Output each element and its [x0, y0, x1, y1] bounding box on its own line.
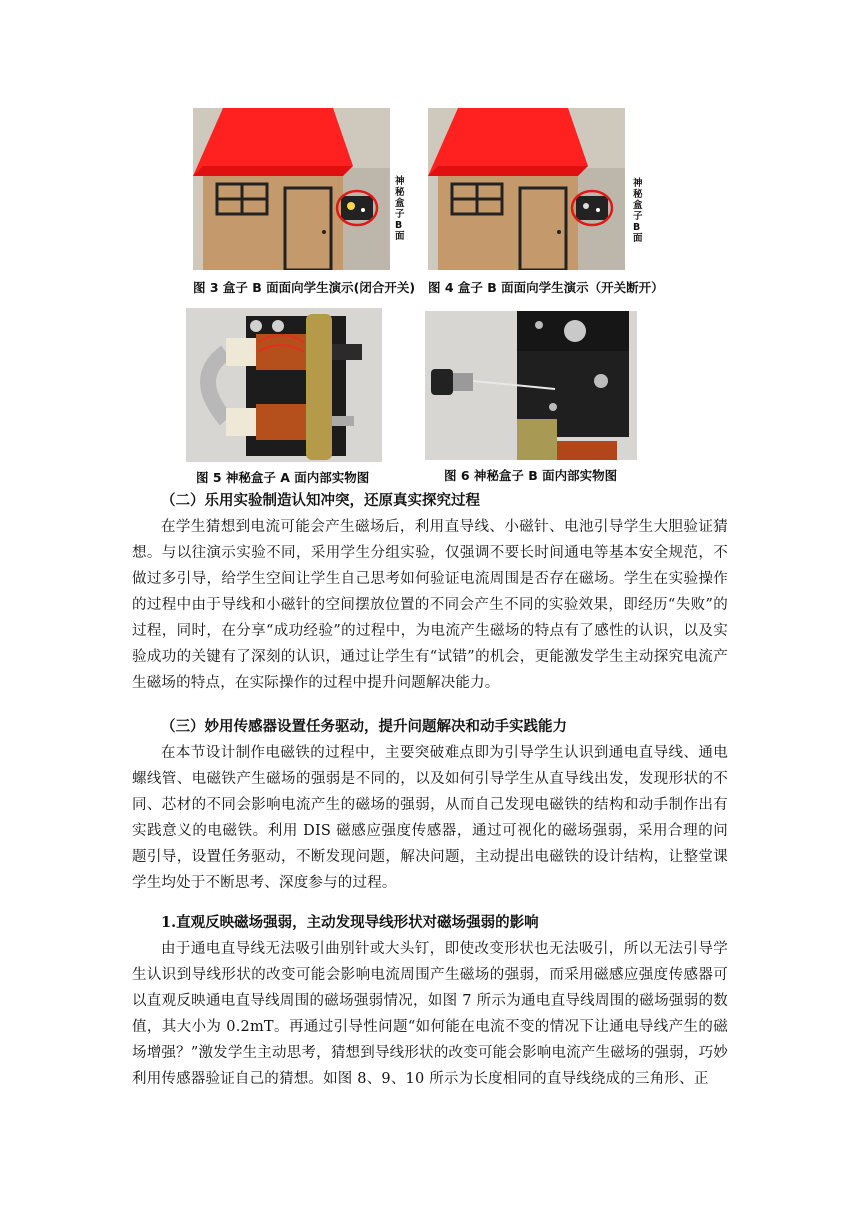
section-2-heading: （二）乐用实验制造认知冲突，还原真实探究过程 [161, 492, 480, 509]
house-model-open-switch-image [428, 108, 625, 270]
figure-5-photo [186, 308, 382, 462]
section-3-1-heading: 1.直观反映磁场强弱，主动发现导线形状对磁场强弱的影响 [161, 914, 539, 931]
section-3 [132, 714, 728, 896]
section-3-1 [132, 910, 728, 1092]
section-2 [132, 488, 728, 696]
figure-5-caption: 图 5 神秘盒子 A 面内部实物图 [196, 470, 370, 485]
figure-4-photo [428, 108, 625, 270]
electromagnet-a-side-image [186, 308, 382, 462]
figure-3-caption: 图 3 盒子 B 面面向学生演示(闭合开关) [193, 280, 416, 295]
figure-6-photo [425, 311, 637, 460]
section-2-paragraph: 在学生猜想到电流可能会产生磁场后，利用直导线、小磁针、电池引导学生大胆验证猜想。与以往演示实验不同，采用学生分组实验，仅强调不要长时间通电等基本安全规范，不做过多引导，给学生空间让学生自己思考如何验证电流周围是否存在磁场。学生在实验操作的过程中由于导线和小磁针的空间摆放位置的不同会产生不同的实验效果，即经历“失败”的过程，同时，在分享“成功经验”的过程中，为电流产生磁场的特点有了感性的认识，以及实验成功的关键有了深刻的认识，通过让学生有“试错”的机会，更能激发学生主动探究电流产生磁场的特点，在实际操作的过程中提升问题解决能力。 [132, 519, 728, 691]
figure-4-caption: 图 4 盒子 B 面面向学生演示（开关断开） [428, 280, 664, 295]
electromagnet-b-side-image [425, 311, 637, 460]
figure-4-side-label-vertical: 神秘盒子B面 [633, 178, 643, 244]
figure-6-caption: 图 6 神秘盒子 B 面内部实物图 [444, 468, 618, 483]
section-3-paragraph: 在本节设计制作电磁铁的过程中，主要突破难点即为引导学生认识到通电直导线、通电螺线管、电磁铁产生磁场的强弱是不同的，以及如何引导学生从直导线出发，发现形状的不同、芯材的不同会影响电流产生的磁场的强弱，从而自己发现电磁铁的结构和动手制作出有实践意义的电磁铁。利用 DIS 磁感应强度传感器，通过可视化的磁场强弱，采用合理的问题引导，设置任务驱动，不断发现问题，解决问题，主动提出电磁铁的设计结构，让整堂课学生均处于不断思考、深度参与的过程。 [132, 745, 728, 891]
section-3-1-paragraph: 由于通电直导线无法吸引曲别针或大头钉，即使改变形状也无法吸引，所以无法引导学生认识到导线形状的改变可能会影响电流周围产生磁场的强弱，而采用磁感应强度传感器可以直观反映通电直导线周围的磁场强弱情况，如图 7 所示为通电直导线周围的磁场强弱的数值，其大小为 0.2mT。再通过引导性问题“如何能在电流不变的情况下让通电导线产生的磁场增强？”激发学生主动思考，猜想到导线形状的改变可能会影响电流产生磁场的强弱，巧妙利用传感器验证自己的猜想。如图 8、9、10 所示为长度相同的直导线绕成的三角形、正 [132, 941, 728, 1087]
house-model-closed-switch-image [193, 108, 390, 270]
figure-3-side-label-vertical: 神秘盒子B面 [395, 176, 405, 242]
figure-3-photo [193, 108, 390, 270]
section-3-heading: （三）妙用传感器设置任务驱动，提升问题解决和动手实践能力 [161, 718, 567, 735]
